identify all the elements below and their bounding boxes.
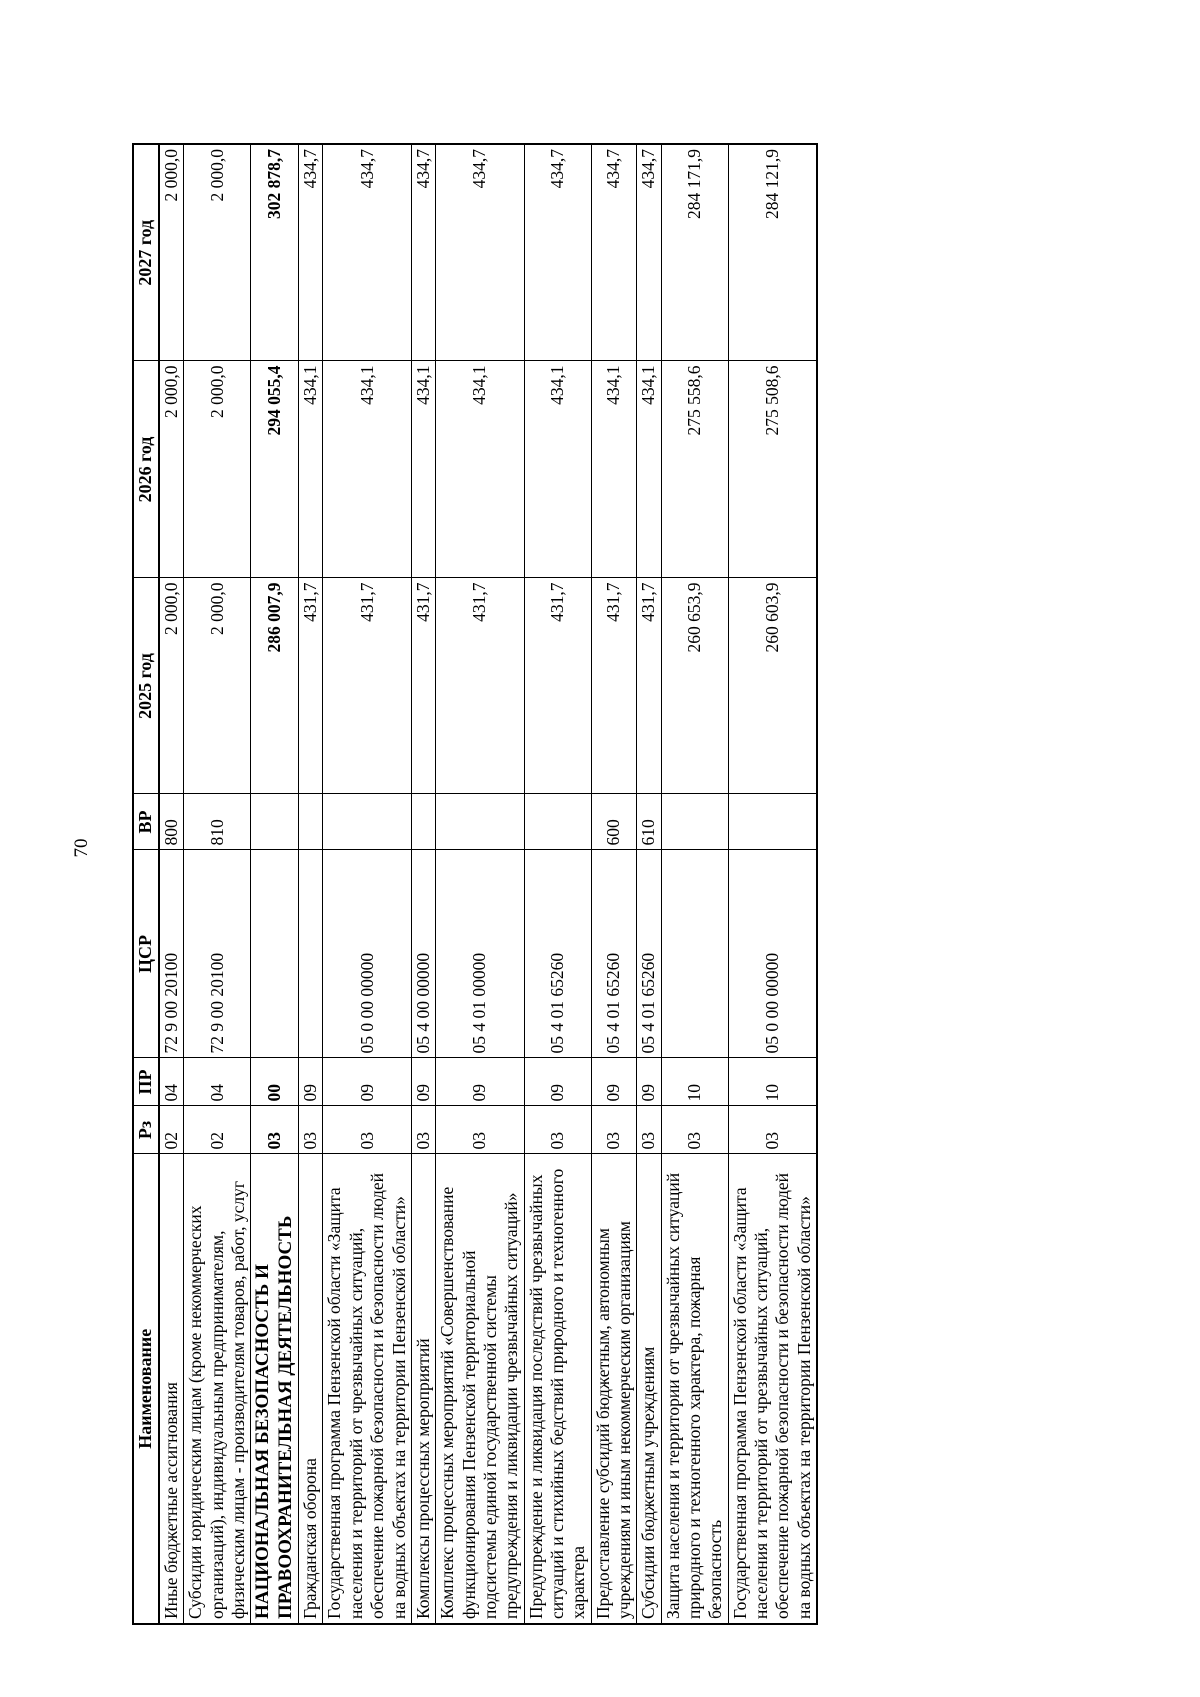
cell-2027: 302 878,7 [251,144,299,361]
header-vr: ВР [133,794,159,850]
cell-pr: 09 [299,1058,323,1106]
cell-rz: 02 [159,1106,184,1154]
cell-2027: 284 171,9 [661,144,728,361]
table-row [411,144,435,1624]
cell-2025: 260 603,9 [728,578,817,794]
cell-2026: 434,1 [299,361,323,578]
cell-name: Субсидии бюджетным учреждениям [637,1154,661,1624]
cell-2026: 2 000,0 [184,361,251,578]
cell-csr: 72 9 00 20100 [159,850,184,1058]
header-2027: 2027 год [133,144,159,361]
cell-pr: 10 [728,1058,817,1106]
cell-2027: 284 121,9 [728,144,817,361]
cell-2027: 434,7 [637,144,661,361]
cell-2026: 434,1 [637,361,661,578]
cell-2026: 434,1 [411,361,435,578]
cell-csr: 05 4 01 65260 [524,850,591,1058]
cell-name: Предупреждение и ликвидация последствий чрезвычайных ситуаций и стихийных бедствий природного и техногенного характера [524,1154,591,1624]
cell-2025: 431,7 [411,578,435,794]
cell-name: Комплекс процессных мероприятий «Совершенствование функционирования Пензенской территориальной подсистемы единой государственной системы предупреждения и ликвидации чрезвычайных ситуаций» [436,1154,524,1624]
cell-vr [524,794,591,850]
cell-2026: 434,1 [436,361,524,578]
cell-csr: 05 0 00 00000 [728,850,817,1058]
table-row [661,144,728,1624]
header-rz: Рз [133,1106,159,1154]
cell-rz: 03 [436,1106,524,1154]
table-row [591,144,637,1624]
cell-name: Субсидии юридическим лицам (кроме некоммерческих организаций), индивидуальным предпринимателям, физическим лицам - производителям товаров, работ, услуг [184,1154,251,1624]
cell-csr [251,850,299,1058]
cell-pr: 04 [184,1058,251,1106]
cell-2027: 2 000,0 [159,144,184,361]
cell-2027: 434,7 [411,144,435,361]
cell-csr: 72 9 00 20100 [184,850,251,1058]
table-row [637,144,661,1624]
cell-rz: 03 [251,1106,299,1154]
cell-name: НАЦИОНАЛЬНАЯ БЕЗОПАСНОСТЬ И ПРАВООХРАНИТЕЛЬНАЯ ДЕЯТЕЛЬНОСТЬ [251,1154,299,1624]
cell-vr: 810 [184,794,251,850]
cell-pr: 09 [591,1058,637,1106]
table-row [323,144,411,1624]
cell-pr: 09 [637,1058,661,1106]
cell-csr: 05 0 00 00000 [323,850,411,1058]
cell-csr [661,850,728,1058]
cell-name: Иные бюджетные ассигнования [159,1154,184,1624]
table-row [299,144,323,1624]
cell-rz: 03 [728,1106,817,1154]
cell-2027: 434,7 [436,144,524,361]
cell-2026: 434,1 [323,361,411,578]
header-pr: ПР [133,1058,159,1106]
cell-pr: 09 [524,1058,591,1106]
cell-rz: 03 [591,1106,637,1154]
cell-pr: 10 [661,1058,728,1106]
cell-vr [299,794,323,850]
cell-2026: 275 558,6 [661,361,728,578]
table-row [436,144,524,1624]
cell-2025: 431,7 [524,578,591,794]
cell-rz: 03 [524,1106,591,1154]
cell-vr [661,794,728,850]
cell-rz: 03 [299,1106,323,1154]
cell-rz: 03 [323,1106,411,1154]
table-row-section [251,144,299,1624]
cell-2027: 434,7 [299,144,323,361]
cell-2025: 431,7 [637,578,661,794]
rotated-table-container [132,145,818,1625]
header-2025: 2025 год [133,578,159,794]
cell-name: Государственная программа Пензенской области «Защита населения и территорий от чрезвычайных ситуаций, обеспечение пожарной безопасности и безопасности людей на водных объектах на территории Пензенской области» [728,1154,817,1624]
cell-vr: 600 [591,794,637,850]
cell-pr: 04 [159,1058,184,1106]
cell-vr: 610 [637,794,661,850]
cell-name: Комплексы процессных мероприятий [411,1154,435,1624]
cell-2025: 431,7 [299,578,323,794]
cell-rz: 03 [637,1106,661,1154]
cell-2025: 431,7 [323,578,411,794]
cell-vr: 800 [159,794,184,850]
cell-2025: 2 000,0 [159,578,184,794]
cell-csr [299,850,323,1058]
table-header-row [133,144,159,1624]
table-row [184,144,251,1624]
cell-pr: 09 [323,1058,411,1106]
cell-csr: 05 4 01 00000 [436,850,524,1058]
cell-csr: 05 4 01 65260 [637,850,661,1058]
cell-vr [323,794,411,850]
cell-2027: 2 000,0 [184,144,251,361]
cell-vr [411,794,435,850]
cell-pr: 09 [411,1058,435,1106]
cell-2026: 275 508,6 [728,361,817,578]
cell-2027: 434,7 [591,144,637,361]
cell-name: Гражданская оборона [299,1154,323,1624]
cell-2027: 434,7 [323,144,411,361]
cell-pr: 00 [251,1058,299,1106]
cell-vr [436,794,524,850]
header-name: Наименование [133,1154,159,1624]
table-row [728,144,817,1624]
table-row [524,144,591,1624]
cell-2026: 294 055,4 [251,361,299,578]
cell-rz: 03 [411,1106,435,1154]
cell-2025: 431,7 [591,578,637,794]
header-csr: ЦСР [133,850,159,1058]
cell-name: Государственная программа Пензенской области «Защита населения и территорий от чрезвычайных ситуаций, обеспечение пожарной безопасности и безопасности людей на водных объектах на территории Пензенской области» [323,1154,411,1624]
cell-csr: 05 4 00 00000 [411,850,435,1058]
cell-2026: 434,1 [591,361,637,578]
cell-name: Предоставление субсидий бюджетным, автономным учреждениям и иным некоммерческим организациям [591,1154,637,1624]
cell-rz: 03 [661,1106,728,1154]
cell-2025: 2 000,0 [184,578,251,794]
cell-2025: 260 653,9 [661,578,728,794]
cell-2026: 434,1 [524,361,591,578]
cell-2026: 2 000,0 [159,361,184,578]
table-row [159,144,184,1624]
budget-table [132,143,818,1625]
header-2026: 2026 год [133,361,159,578]
cell-vr [251,794,299,850]
cell-csr: 05 4 01 65260 [591,850,637,1058]
page-number: 70 [71,838,92,858]
cell-2025: 431,7 [436,578,524,794]
cell-vr [728,794,817,850]
cell-name: Защита населения и территории от чрезвычайных ситуаций природного и техногенного характера, пожарная безопасность [661,1154,728,1624]
cell-pr: 09 [436,1058,524,1106]
cell-rz: 02 [184,1106,251,1154]
cell-2027: 434,7 [524,144,591,361]
cell-2025: 286 007,9 [251,578,299,794]
